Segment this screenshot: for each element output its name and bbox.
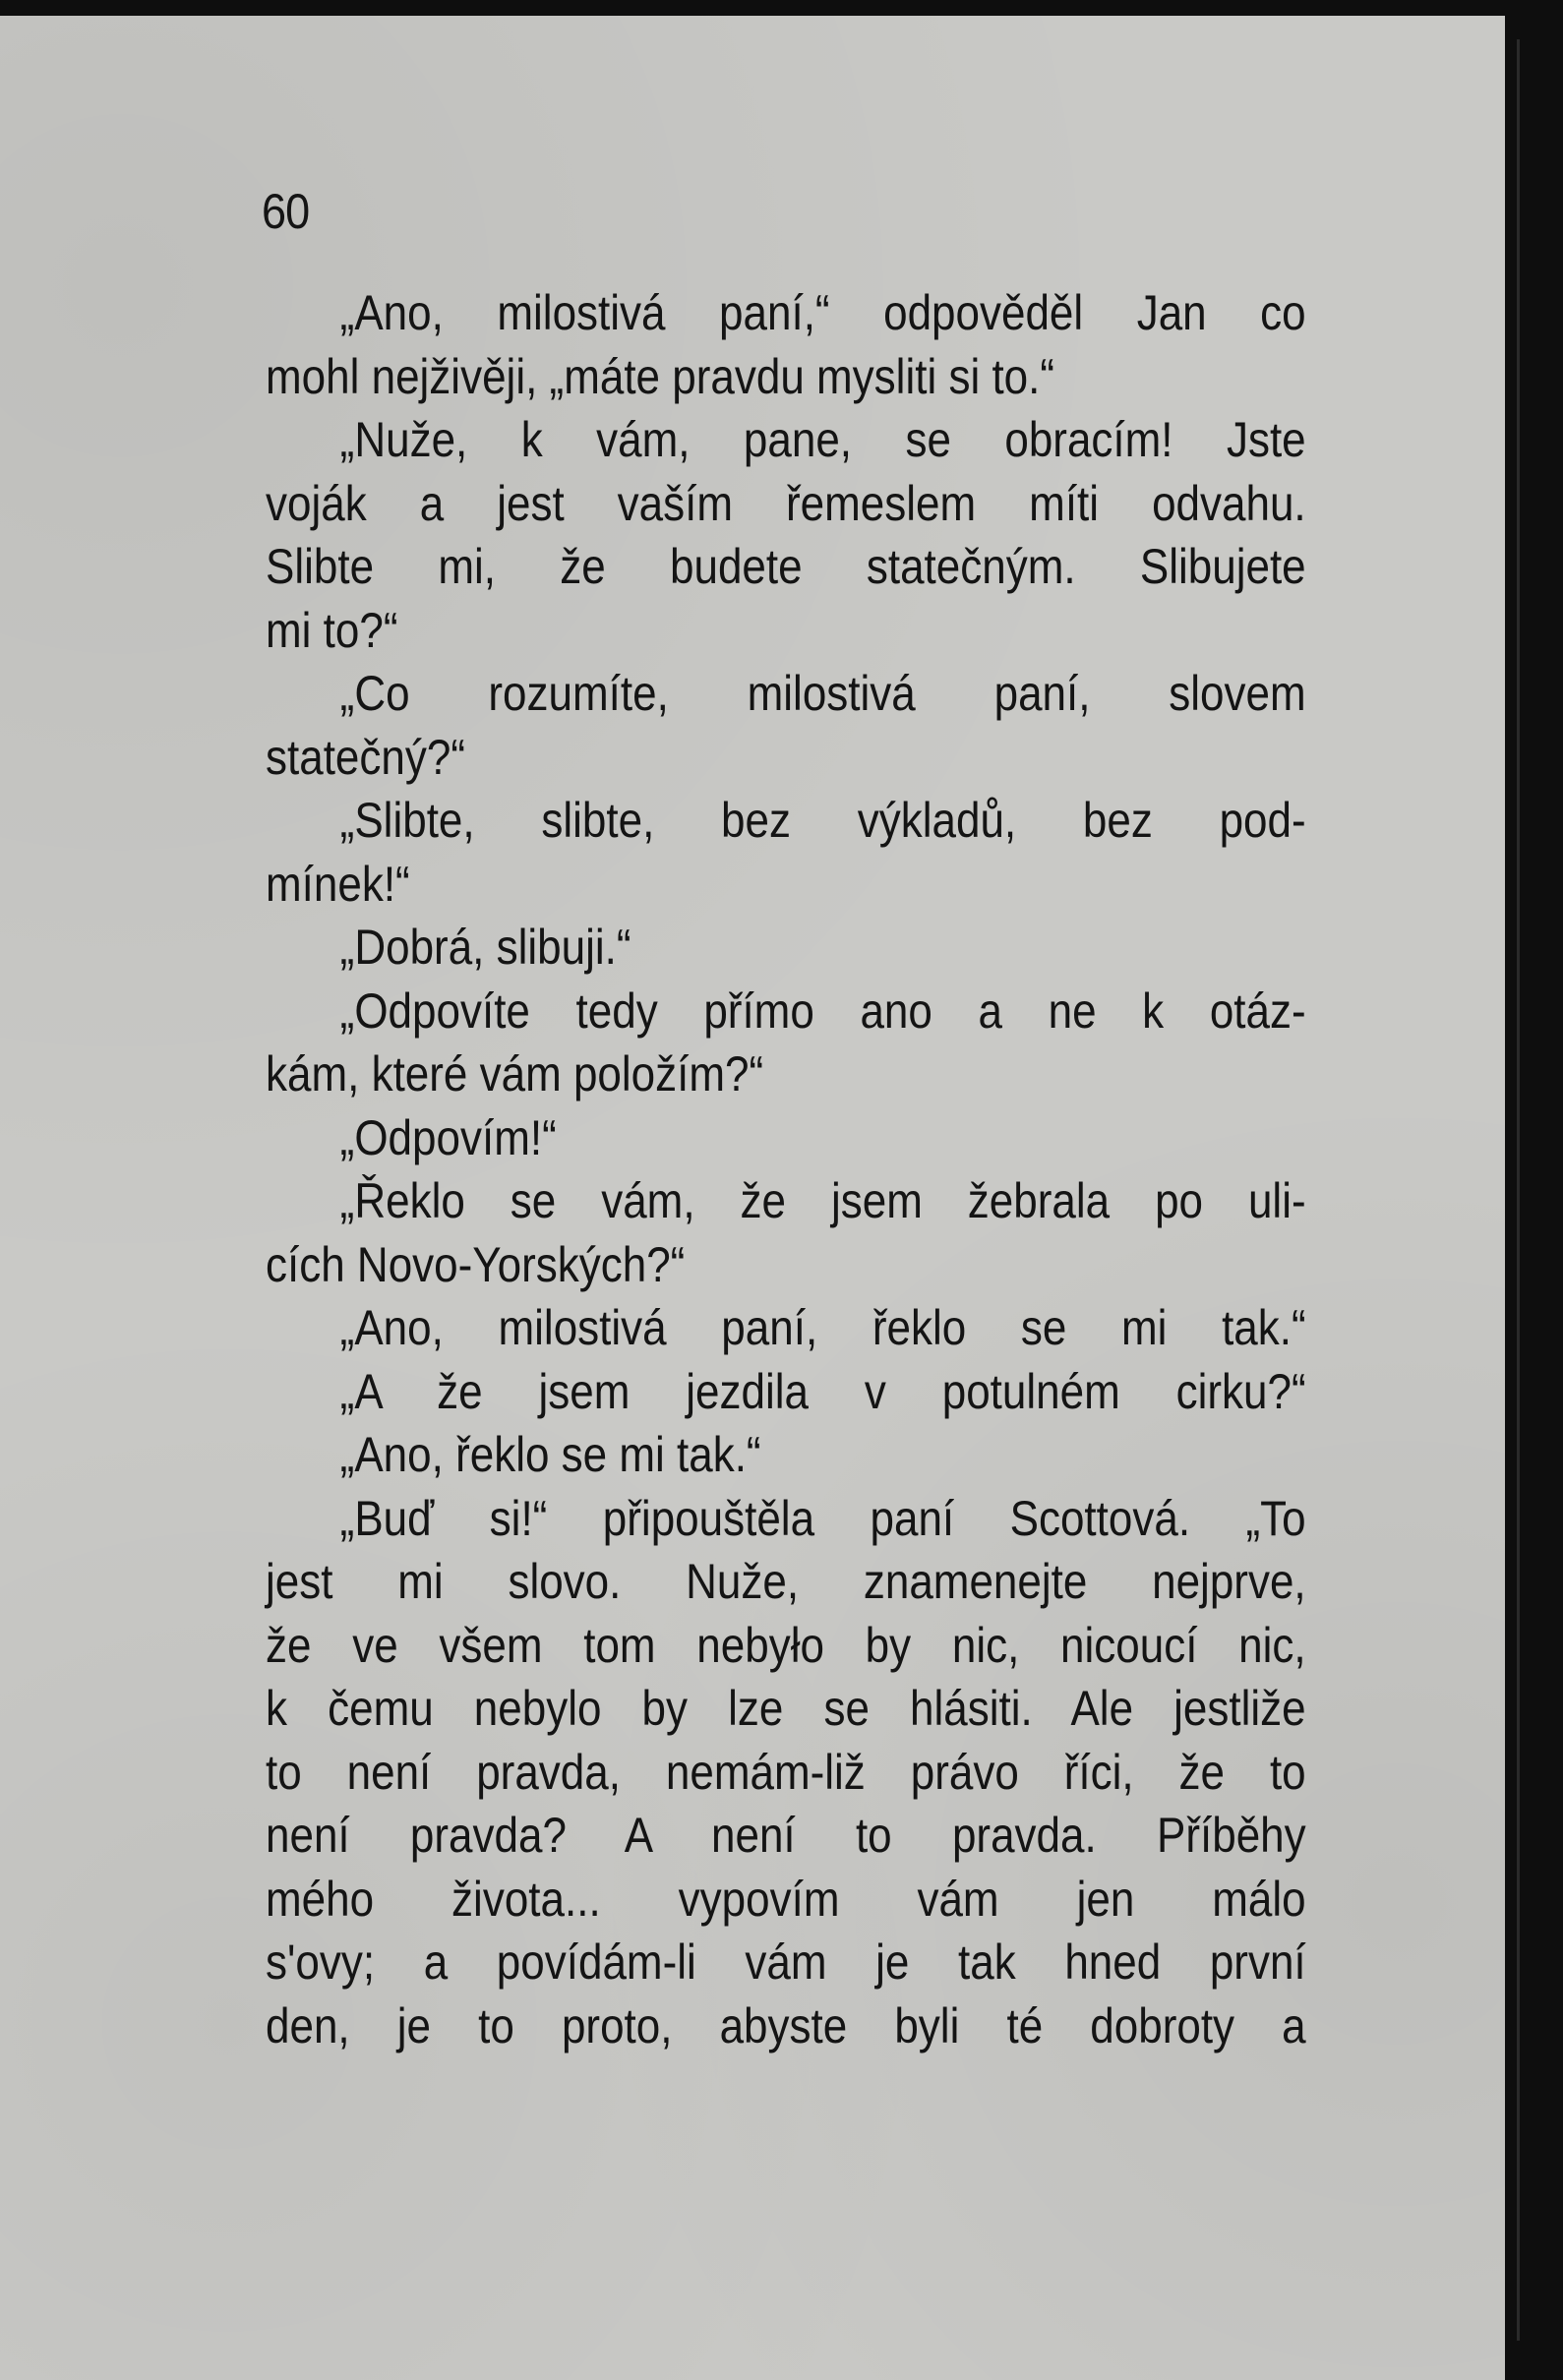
text-line: den, je to proto, abyste byli té dobroty a bbox=[266, 1997, 1306, 2053]
text-line: mínek!“ bbox=[266, 856, 410, 912]
text-line: „Slibte, slibte, bez výkladů, bez pod- bbox=[339, 793, 1306, 848]
text-line: „Buď si!“ připouštěla paní Scottová. „To bbox=[339, 1490, 1306, 1546]
text-line: statečný?“ bbox=[266, 729, 465, 785]
scan-edge-top bbox=[0, 0, 1563, 16]
text-line: „Ano, milostivá paní, řeklo se mi tak.“ bbox=[339, 1300, 1306, 1355]
text-line: „Odpovíte tedy přímo ano a ne k otáz- bbox=[339, 982, 1306, 1039]
text-line: s'ovy; a povídám-li vám je tak hned první bbox=[266, 1934, 1306, 1990]
text-line: „A že jsem jezdila v potulném cirku?“ bbox=[339, 1363, 1306, 1419]
text-line: jest mi slovo. Nuže, znamenejte nejprve, bbox=[266, 1554, 1306, 1609]
text-line: kám, které vám položím?“ bbox=[266, 1046, 764, 1101]
text-line: mohl nejživěji, „máte pravdu mysliti si to.“ bbox=[266, 348, 1055, 404]
text-line: voják a jest vaším řemeslem míti odvahu. bbox=[266, 475, 1306, 531]
text-line: mi to?“ bbox=[266, 602, 398, 658]
text-line: k čemu nebylo by lze se hlásiti. Ale jestliže bbox=[266, 1681, 1306, 1736]
text-line: cích Novo-Yorských?“ bbox=[266, 1236, 686, 1292]
body-text bbox=[266, 281, 1306, 2057]
text-line: „Řeklo se vám, že jsem žebrala po uli- bbox=[339, 1173, 1306, 1228]
text-line: „Ano, milostivá paní,“ odpověděl Jan co bbox=[339, 285, 1306, 340]
text-line: že ve všem tom nebyło by nic, nicoucí nic, bbox=[266, 1617, 1306, 1673]
page-edge-line bbox=[1517, 39, 1520, 2341]
text-line: „Dobrá, slibuji.“ bbox=[339, 920, 631, 975]
scan-edge-right bbox=[1505, 0, 1563, 2380]
text-line: to není pravda, nemám-liž právo říci, že to bbox=[266, 1744, 1306, 1800]
text-line: „Ano, řeklo se mi tak.“ bbox=[339, 1427, 761, 1482]
text-line: „Nuže, k vám, pane, se obracím! Jste bbox=[339, 412, 1306, 467]
text-line: „Co rozumíte, milostivá paní, slovem bbox=[339, 666, 1306, 721]
page-number: 60 bbox=[262, 184, 310, 239]
text-line: mého života... vypovím vám jen málo bbox=[266, 1871, 1306, 1927]
text-line: „Odpovím!“ bbox=[339, 1109, 557, 1165]
text-line: Slibte mi, že budete statečným. Slibujete bbox=[266, 539, 1306, 594]
text-line: není pravda? A není to pravda. Příběhy bbox=[266, 1808, 1306, 1863]
